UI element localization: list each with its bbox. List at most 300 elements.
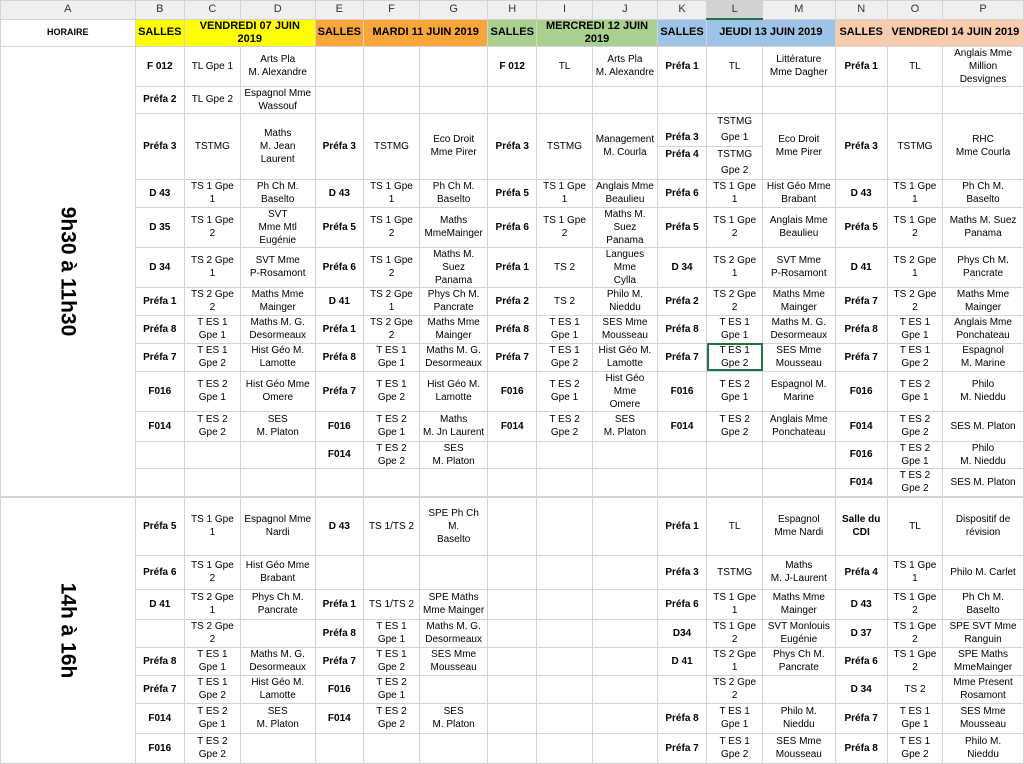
salles-header[interactable]: SALLES bbox=[135, 19, 184, 46]
room-cell[interactable]: D 35 bbox=[135, 207, 184, 247]
subject-cell[interactable]: Maths M. G. Desormeaux bbox=[240, 315, 315, 343]
class-cell[interactable]: T ES 2 Gpe 1 bbox=[537, 371, 593, 411]
class-cell[interactable] bbox=[887, 86, 942, 113]
day-header[interactable]: VENDREDI 07 JUIN 2019 bbox=[184, 19, 315, 46]
room-cell[interactable]: Préfa 6 bbox=[488, 207, 537, 247]
room-cell[interactable] bbox=[135, 619, 184, 647]
room-cell[interactable]: D 43 bbox=[315, 497, 363, 555]
subject-cell[interactable]: Philo M. Nieddu bbox=[943, 441, 1024, 468]
room-cell[interactable]: Préfa 3 bbox=[315, 113, 363, 179]
room-cell[interactable]: Préfa 6 bbox=[135, 555, 184, 589]
subject-cell[interactable]: SES M. Platon bbox=[419, 441, 487, 468]
subject-cell[interactable]: SVT Mme Mtl Eugénie bbox=[240, 207, 315, 247]
class-cell[interactable]: T ES 1 Gpe 2 bbox=[887, 733, 942, 763]
salles-header[interactable]: SALLES bbox=[488, 19, 537, 46]
room-cell[interactable] bbox=[135, 441, 184, 468]
subject-cell[interactable]: SVT Mme P-Rosamont bbox=[763, 247, 835, 287]
class-cell[interactable]: TS 2 Gpe 1 bbox=[364, 287, 420, 315]
column-header-n[interactable]: N bbox=[835, 1, 887, 20]
room-cell[interactable]: D 43 bbox=[315, 179, 363, 207]
room-cell[interactable]: F016 bbox=[835, 441, 887, 468]
subject-cell[interactable]: Phys Ch M. Pancrate bbox=[240, 589, 315, 619]
class-cell[interactable]: TS 2 Gpe 2 bbox=[707, 675, 763, 703]
room-cell[interactable] bbox=[835, 86, 887, 113]
class-cell[interactable]: TL Gpe 1 bbox=[184, 46, 240, 86]
class-cell[interactable]: TL bbox=[887, 497, 942, 555]
room-cell[interactable] bbox=[488, 468, 537, 496]
class-cell[interactable]: TS 1 Gpe 2 bbox=[537, 207, 593, 247]
class-cell[interactable]: TS 2 bbox=[537, 247, 593, 287]
class-cell[interactable]: TS 1 Gpe 2 bbox=[707, 207, 763, 247]
room-cell[interactable]: Préfa 8 bbox=[135, 315, 184, 343]
class-cell[interactable]: TS 2 Gpe 2 bbox=[364, 315, 420, 343]
class-cell[interactable] bbox=[707, 86, 763, 113]
subject-cell[interactable]: Maths MmeMainger bbox=[419, 207, 487, 247]
room-cell[interactable]: F014 bbox=[315, 441, 363, 468]
subject-cell[interactable] bbox=[592, 86, 657, 113]
room-cell[interactable] bbox=[657, 86, 706, 113]
room-cell[interactable]: Préfa 7 bbox=[835, 287, 887, 315]
room-cell[interactable]: D 41 bbox=[835, 247, 887, 287]
class-cell[interactable]: T ES 1 Gpe 1 bbox=[707, 703, 763, 733]
subject-cell[interactable]: SES M. Platon bbox=[240, 411, 315, 441]
room-cell[interactable] bbox=[488, 589, 537, 619]
salles-header[interactable]: SALLES bbox=[657, 19, 706, 46]
room-cell[interactable]: Préfa 8 bbox=[488, 315, 537, 343]
room-cell[interactable]: F016 bbox=[135, 371, 184, 411]
room-cell[interactable]: D 41 bbox=[657, 647, 706, 675]
subject-cell[interactable]: Maths Mme Mainger bbox=[763, 589, 835, 619]
class-cell[interactable] bbox=[537, 733, 593, 763]
room-cell[interactable] bbox=[657, 441, 706, 468]
class-cell[interactable]: T ES 2 Gpe 2 bbox=[887, 468, 942, 496]
salles-header[interactable]: SALLES bbox=[315, 19, 363, 46]
class-cell[interactable]: TSTMG bbox=[707, 555, 763, 589]
subject-cell[interactable]: SES Mme Mousseau bbox=[943, 703, 1024, 733]
subject-cell[interactable]: Hist Géo M. Lamotte bbox=[240, 675, 315, 703]
subject-cell[interactable]: RHC Mme Courla bbox=[943, 113, 1024, 179]
room-cell[interactable]: Préfa 8 bbox=[135, 647, 184, 675]
subject-cell[interactable]: Phys Ch M. Pancrate bbox=[419, 287, 487, 315]
class-cell[interactable]: T ES 1 Gpe 2 bbox=[364, 647, 420, 675]
room-cell[interactable]: D 43 bbox=[835, 589, 887, 619]
subject-cell[interactable]: Hist Géo Mme Brabant bbox=[763, 179, 835, 207]
class-cell[interactable]: TL bbox=[887, 46, 942, 86]
subject-cell[interactable]: Philo M. Nieddu bbox=[943, 371, 1024, 411]
subject-cell[interactable]: Maths Mme Mainger bbox=[419, 315, 487, 343]
room-cell[interactable]: Préfa 5 bbox=[488, 179, 537, 207]
subject-cell[interactable]: Ph Ch M. Baselto bbox=[240, 179, 315, 207]
subject-cell[interactable]: SES Mme Mousseau bbox=[592, 315, 657, 343]
subject-cell[interactable] bbox=[592, 619, 657, 647]
column-header-k[interactable]: K bbox=[657, 1, 706, 20]
class-cell[interactable]: TL bbox=[707, 497, 763, 555]
class-cell[interactable]: TS 1 Gpe 1 bbox=[184, 497, 240, 555]
class-cell[interactable]: TS 1 Gpe 1 bbox=[707, 179, 763, 207]
room-cell[interactable]: D 43 bbox=[135, 179, 184, 207]
class-cell[interactable] bbox=[537, 619, 593, 647]
subject-cell[interactable]: Ph Ch M. Baselto bbox=[943, 179, 1024, 207]
class-cell[interactable]: T ES 1 Gpe 2 bbox=[537, 343, 593, 371]
class-cell[interactable]: T ES 1 Gpe 1 bbox=[707, 315, 763, 343]
room-cell[interactable] bbox=[488, 555, 537, 589]
subject-cell[interactable]: Anglais Mme Beaulieu bbox=[592, 179, 657, 207]
class-cell[interactable]: TL bbox=[537, 46, 593, 86]
class-cell[interactable]: TSTMG bbox=[364, 113, 420, 179]
column-header-i[interactable]: I bbox=[537, 1, 593, 20]
room-cell[interactable]: Préfa 6 bbox=[315, 247, 363, 287]
subject-cell[interactable]: Langues Mme Cylla bbox=[592, 247, 657, 287]
class-cell[interactable] bbox=[364, 86, 420, 113]
subject-cell[interactable]: SES M. Platon bbox=[943, 411, 1024, 441]
day-header[interactable]: JEUDI 13 JUIN 2019 bbox=[707, 19, 835, 46]
room-cell[interactable]: Salle du CDI bbox=[835, 497, 887, 555]
room-cell[interactable]: Préfa 8 bbox=[657, 315, 706, 343]
class-cell[interactable]: TS 2 Gpe 2 bbox=[707, 287, 763, 315]
subject-cell[interactable]: Hist Géo Mme Omere bbox=[240, 371, 315, 411]
room-cell[interactable]: F016 bbox=[835, 371, 887, 411]
column-header-o[interactable]: O bbox=[887, 1, 942, 20]
room-cell[interactable] bbox=[488, 703, 537, 733]
class-cell[interactable]: TS 1 Gpe 2 bbox=[887, 589, 942, 619]
room-cell[interactable]: F014 bbox=[315, 703, 363, 733]
class-cell[interactable]: T ES 2 Gpe 2 bbox=[184, 411, 240, 441]
class-cell[interactable]: T ES 1 Gpe 2 bbox=[707, 733, 763, 763]
class-cell[interactable] bbox=[537, 647, 593, 675]
day-header[interactable]: MARDI 11 JUIN 2019 bbox=[364, 19, 488, 46]
room-cell[interactable]: Préfa 3 bbox=[835, 113, 887, 179]
class-cell[interactable]: TS 1 Gpe 2 bbox=[184, 555, 240, 589]
subject-cell[interactable]: Philo M. Nieddu bbox=[943, 733, 1024, 763]
column-header-f[interactable]: F bbox=[364, 1, 420, 20]
subject-cell[interactable]: Anglais Mme Ponchateau bbox=[763, 411, 835, 441]
class-cell[interactable]: T ES 2 Gpe 2 bbox=[707, 411, 763, 441]
room-cell[interactable]: Préfa 3 bbox=[135, 113, 184, 179]
class-cell[interactable] bbox=[364, 733, 420, 763]
column-header-b[interactable]: B bbox=[135, 1, 184, 20]
subject-cell[interactable]: Espagnol Mme Wassouf bbox=[240, 86, 315, 113]
subject-cell[interactable]: Arts Pla M. Alexandre bbox=[240, 46, 315, 86]
subject-cell[interactable]: Littérature Mme Dagher bbox=[763, 46, 835, 86]
subject-cell[interactable]: Maths M. Suez Panama bbox=[592, 207, 657, 247]
subject-cell[interactable]: SPE SVT Mme Ranguin bbox=[943, 619, 1024, 647]
column-header-a[interactable]: A bbox=[1, 1, 136, 20]
class-cell[interactable]: TS 2 Gpe 2 bbox=[887, 287, 942, 315]
class-cell[interactable] bbox=[707, 113, 763, 179]
room-cell[interactable]: Préfa 6 bbox=[835, 647, 887, 675]
column-header-h[interactable]: H bbox=[488, 1, 537, 20]
room-cell[interactable]: Préfa 2 bbox=[135, 86, 184, 113]
subject-cell[interactable] bbox=[763, 675, 835, 703]
class-cell[interactable] bbox=[537, 703, 593, 733]
subject-cell[interactable]: Maths Mme Mainger bbox=[240, 287, 315, 315]
class-cell[interactable]: T ES 2 Gpe 2 bbox=[364, 441, 420, 468]
subject-cell[interactable]: Ph Ch M. Baselto bbox=[943, 589, 1024, 619]
room-cell[interactable]: D 41 bbox=[315, 287, 363, 315]
room-cell[interactable] bbox=[488, 441, 537, 468]
room-cell[interactable]: D 34 bbox=[835, 675, 887, 703]
class-cell[interactable]: TS 1 Gpe 2 bbox=[184, 207, 240, 247]
room-cell[interactable]: Préfa 7 bbox=[135, 675, 184, 703]
subject-cell[interactable]: Hist Géo Mme Omere bbox=[592, 371, 657, 411]
column-header-c[interactable]: C bbox=[184, 1, 240, 20]
class-cell[interactable]: TS 1 Gpe 2 bbox=[887, 619, 942, 647]
class-cell[interactable]: T ES 2 Gpe 1 bbox=[887, 441, 942, 468]
subject-cell[interactable]: SPE Maths MmeMainger bbox=[943, 647, 1024, 675]
class-cell[interactable]: TS 1 Gpe 2 bbox=[364, 207, 420, 247]
subject-cell[interactable]: Maths Mme Mainger bbox=[943, 287, 1024, 315]
room-cell[interactable]: Préfa 7 bbox=[135, 343, 184, 371]
room-cell[interactable]: Préfa 4 bbox=[835, 555, 887, 589]
class-cell[interactable]: TS 2 Gpe 1 bbox=[184, 589, 240, 619]
room-cell[interactable] bbox=[488, 497, 537, 555]
class-cell[interactable]: TS 1 Gpe 1 bbox=[364, 179, 420, 207]
room-cell[interactable]: Préfa 7 bbox=[657, 733, 706, 763]
subject-cell[interactable] bbox=[592, 468, 657, 496]
day-header[interactable]: VENDREDI 14 JUIN 2019 bbox=[887, 19, 1023, 46]
class-cell[interactable] bbox=[537, 555, 593, 589]
room-cell[interactable]: D 43 bbox=[835, 179, 887, 207]
subject-cell[interactable]: SES Mme Mousseau bbox=[419, 647, 487, 675]
class-cell[interactable]: T ES 1 Gpe 1 bbox=[364, 343, 420, 371]
room-cell[interactable]: Préfa 6 bbox=[657, 589, 706, 619]
room-cell[interactable] bbox=[315, 46, 363, 86]
room-cell[interactable]: Préfa 7 bbox=[657, 343, 706, 371]
class-cell[interactable]: TS 2 Gpe 1 bbox=[887, 247, 942, 287]
room-cell[interactable]: D 34 bbox=[657, 247, 706, 287]
room-cell[interactable]: Préfa 8 bbox=[835, 315, 887, 343]
room-cell[interactable]: Préfa 8 bbox=[315, 619, 363, 647]
subject-cell[interactable]: Maths M. G. Desormeaux bbox=[419, 343, 487, 371]
room-cell[interactable]: Préfa 8 bbox=[835, 733, 887, 763]
subject-cell[interactable] bbox=[592, 497, 657, 555]
class-cell[interactable]: TS 1 Gpe 1 bbox=[537, 179, 593, 207]
class-cell[interactable]: T ES 1 Gpe 1 bbox=[537, 315, 593, 343]
subject-cell[interactable]: Espagnol Mme Nardi bbox=[763, 497, 835, 555]
subject-cell[interactable]: Anglais Mme Ponchateau bbox=[943, 315, 1024, 343]
room-cell[interactable]: D 41 bbox=[135, 589, 184, 619]
class-cell[interactable]: TS 2 Gpe 1 bbox=[707, 647, 763, 675]
room-cell[interactable]: Préfa 5 bbox=[135, 497, 184, 555]
room-cell[interactable]: Préfa 7 bbox=[835, 703, 887, 733]
room-cell[interactable]: F014 bbox=[135, 703, 184, 733]
subject-cell[interactable]: Ph Ch M. Baselto bbox=[419, 179, 487, 207]
room-cell[interactable]: Préfa 7 bbox=[315, 371, 363, 411]
salles-header[interactable]: SALLES bbox=[835, 19, 887, 46]
class-cell[interactable]: TS 2 bbox=[887, 675, 942, 703]
room-cell[interactable]: F014 bbox=[657, 411, 706, 441]
room-cell[interactable]: F014 bbox=[488, 411, 537, 441]
subject-cell[interactable]: Anglais Mme Beaulieu bbox=[763, 207, 835, 247]
class-cell[interactable] bbox=[537, 589, 593, 619]
subject-cell[interactable]: SPE Ph Ch M. Baselto bbox=[419, 497, 487, 555]
subject-cell[interactable] bbox=[240, 441, 315, 468]
subject-cell[interactable]: Dispositif de révision bbox=[943, 497, 1024, 555]
class-cell[interactable] bbox=[184, 441, 240, 468]
class-cell[interactable] bbox=[537, 468, 593, 496]
subject-cell[interactable] bbox=[419, 46, 487, 86]
room-cell[interactable] bbox=[315, 555, 363, 589]
room-cell[interactable]: Préfa 5 bbox=[835, 207, 887, 247]
subject-cell[interactable] bbox=[419, 675, 487, 703]
subject-cell[interactable]: Anglais Mme Million Desvignes bbox=[943, 46, 1024, 86]
class-cell[interactable]: T ES 2 Gpe 2 bbox=[184, 733, 240, 763]
day-header[interactable]: MERCREDI 12 JUIN 2019 bbox=[537, 19, 658, 46]
room-cell[interactable]: F014 bbox=[835, 468, 887, 496]
class-cell[interactable]: T ES 1 Gpe 1 bbox=[887, 703, 942, 733]
room-cell[interactable]: F014 bbox=[135, 411, 184, 441]
subject-cell[interactable] bbox=[419, 555, 487, 589]
subject-cell[interactable]: Hist Géo Mme Brabant bbox=[240, 555, 315, 589]
room-cell[interactable]: Préfa 8 bbox=[657, 703, 706, 733]
subject-cell[interactable]: Phys Ch M. Pancrate bbox=[943, 247, 1024, 287]
subject-cell[interactable] bbox=[763, 468, 835, 496]
class-cell[interactable]: T ES 2 Gpe 1 bbox=[184, 371, 240, 411]
class-cell[interactable] bbox=[707, 468, 763, 496]
class-cell[interactable]: TS 2 Gpe 1 bbox=[707, 247, 763, 287]
column-header-g[interactable]: G bbox=[419, 1, 487, 20]
subject-cell[interactable]: Management M. Courla bbox=[592, 113, 657, 179]
room-cell[interactable] bbox=[488, 619, 537, 647]
room-cell[interactable] bbox=[135, 468, 184, 496]
subject-cell[interactable] bbox=[419, 733, 487, 763]
room-cell[interactable]: D 37 bbox=[835, 619, 887, 647]
room-cell[interactable]: F014 bbox=[835, 411, 887, 441]
subject-cell[interactable]: SVT Monlouis Eugénie bbox=[763, 619, 835, 647]
class-cell[interactable]: T ES 1 Gpe 2 bbox=[364, 371, 420, 411]
horaire-header[interactable]: HORAIRE bbox=[1, 19, 136, 46]
class-cell[interactable]: TS 1/TS 2 bbox=[364, 497, 420, 555]
subject-cell[interactable]: SES Mme Mousseau bbox=[763, 733, 835, 763]
room-cell[interactable] bbox=[488, 86, 537, 113]
class-cell[interactable]: TS 1 Gpe 1 bbox=[887, 555, 942, 589]
subject-cell[interactable] bbox=[419, 86, 487, 113]
subject-cell[interactable]: Maths M. G. Desormeaux bbox=[763, 315, 835, 343]
subject-cell[interactable]: Hist Géo M. Lamotte bbox=[592, 343, 657, 371]
class-cell[interactable]: TS 2 Gpe 1 bbox=[184, 247, 240, 287]
class-cell[interactable] bbox=[364, 468, 420, 496]
room-cell[interactable]: Préfa 1 bbox=[315, 315, 363, 343]
subject-cell[interactable] bbox=[592, 647, 657, 675]
subject-cell[interactable]: Philo M. Nieddu bbox=[763, 703, 835, 733]
subject-cell[interactable] bbox=[592, 441, 657, 468]
class-cell[interactable]: T ES 2 Gpe 1 bbox=[364, 675, 420, 703]
class-cell[interactable]: TS 1 Gpe 1 bbox=[707, 589, 763, 619]
subject-cell[interactable]: SVT Mme P-Rosamont bbox=[240, 247, 315, 287]
subject-cell[interactable]: SES M. Platon bbox=[592, 411, 657, 441]
room-cell[interactable]: F 012 bbox=[135, 46, 184, 86]
subject-cell[interactable]: Hist Géo M. Lamotte bbox=[419, 371, 487, 411]
room-cell[interactable]: Préfa 1 bbox=[657, 497, 706, 555]
class-cell[interactable]: T ES 2 Gpe 1 bbox=[707, 371, 763, 411]
column-header-l[interactable]: L bbox=[707, 1, 763, 20]
class-cell[interactable]: TS 2 bbox=[537, 287, 593, 315]
class-cell[interactable]: T ES 1 Gpe 1 bbox=[184, 315, 240, 343]
subject-cell[interactable] bbox=[592, 703, 657, 733]
room-cell[interactable]: F016 bbox=[315, 411, 363, 441]
subject-cell[interactable] bbox=[240, 619, 315, 647]
room-cell[interactable]: Préfa 1 bbox=[488, 247, 537, 287]
room-cell[interactable] bbox=[657, 468, 706, 496]
subject-cell[interactable]: Maths M. Jn Laurent bbox=[419, 411, 487, 441]
class-cell[interactable] bbox=[537, 675, 593, 703]
room-cell[interactable]: F016 bbox=[315, 675, 363, 703]
room-cell[interactable]: Préfa 7 bbox=[488, 343, 537, 371]
room-cell[interactable]: Préfa 2 bbox=[488, 287, 537, 315]
room-cell[interactable] bbox=[657, 113, 706, 179]
room-cell[interactable]: Préfa 1 bbox=[835, 46, 887, 86]
subject-cell[interactable]: Eco Droit Mme Pirer bbox=[763, 113, 835, 179]
subject-cell[interactable]: Maths M. G. Desormeaux bbox=[240, 647, 315, 675]
subject-cell[interactable]: Philo M. Carlet bbox=[943, 555, 1024, 589]
class-cell[interactable] bbox=[537, 497, 593, 555]
room-cell[interactable]: Préfa 1 bbox=[315, 589, 363, 619]
subject-cell[interactable] bbox=[592, 555, 657, 589]
class-cell[interactable]: TSTMG bbox=[184, 113, 240, 179]
subject-cell[interactable]: Maths M. Suez Panama bbox=[943, 207, 1024, 247]
class-cell[interactable]: TS 1 Gpe 1 bbox=[184, 179, 240, 207]
class-cell[interactable]: T ES 1 Gpe 2 bbox=[184, 675, 240, 703]
room-cell[interactable]: F 012 bbox=[488, 46, 537, 86]
room-cell[interactable] bbox=[488, 733, 537, 763]
subject-cell[interactable]: Espagnol M. Marine bbox=[763, 371, 835, 411]
subject-cell[interactable] bbox=[240, 733, 315, 763]
class-cell[interactable]: T ES 1 Gpe 2 bbox=[707, 343, 763, 371]
subject-cell[interactable]: Maths M. Jean Laurent bbox=[240, 113, 315, 179]
subject-cell[interactable]: Maths M. G. Desormeaux bbox=[419, 619, 487, 647]
subject-cell[interactable]: Eco Droit Mme Pirer bbox=[419, 113, 487, 179]
class-cell[interactable]: T ES 2 Gpe 1 bbox=[184, 703, 240, 733]
class-cell[interactable] bbox=[184, 468, 240, 496]
class-cell[interactable]: T ES 2 Gpe 2 bbox=[537, 411, 593, 441]
subject-cell[interactable]: SES M. Platon bbox=[943, 468, 1024, 496]
column-header-p[interactable]: P bbox=[943, 1, 1024, 20]
class-cell[interactable] bbox=[707, 441, 763, 468]
room-cell[interactable]: Préfa 7 bbox=[315, 647, 363, 675]
room-cell[interactable]: F016 bbox=[488, 371, 537, 411]
class-cell[interactable]: TSTMG bbox=[537, 113, 593, 179]
room-cell[interactable] bbox=[488, 647, 537, 675]
class-cell[interactable] bbox=[364, 46, 420, 86]
column-header-d[interactable]: D bbox=[240, 1, 315, 20]
class-cell[interactable] bbox=[537, 86, 593, 113]
subject-cell[interactable]: SPE Maths Mme Mainger bbox=[419, 589, 487, 619]
subject-cell[interactable]: SES M. Platon bbox=[240, 703, 315, 733]
subject-cell[interactable]: Maths M. J-Laurent bbox=[763, 555, 835, 589]
column-header-m[interactable]: M bbox=[763, 1, 835, 20]
subject-cell[interactable]: Mme Present Rosamont bbox=[943, 675, 1024, 703]
room-cell[interactable] bbox=[488, 675, 537, 703]
subject-cell[interactable]: Maths M. Suez Panama bbox=[419, 247, 487, 287]
class-cell[interactable]: TS 1 Gpe 2 bbox=[887, 207, 942, 247]
room-cell[interactable] bbox=[315, 733, 363, 763]
class-cell[interactable]: TS 1 Gpe 2 bbox=[364, 247, 420, 287]
class-cell[interactable]: TS 1 Gpe 1 bbox=[887, 179, 942, 207]
class-cell[interactable]: T ES 1 Gpe 1 bbox=[364, 619, 420, 647]
class-cell[interactable]: TL Gpe 2 bbox=[184, 86, 240, 113]
room-cell[interactable]: Préfa 3 bbox=[488, 113, 537, 179]
subject-cell[interactable] bbox=[763, 441, 835, 468]
class-cell[interactable]: TS 1/TS 2 bbox=[364, 589, 420, 619]
subject-cell[interactable]: Philo M. Nieddu bbox=[592, 287, 657, 315]
subject-cell[interactable]: Arts Pla M. Alexandre bbox=[592, 46, 657, 86]
class-cell[interactable]: T ES 1 Gpe 1 bbox=[887, 315, 942, 343]
class-cell[interactable]: T ES 2 Gpe 2 bbox=[364, 703, 420, 733]
class-cell[interactable]: T ES 1 Gpe 2 bbox=[184, 343, 240, 371]
room-cell[interactable]: Préfa 5 bbox=[657, 207, 706, 247]
class-cell[interactable]: T ES 1 Gpe 1 bbox=[184, 647, 240, 675]
room-cell[interactable]: Préfa 2 bbox=[657, 287, 706, 315]
